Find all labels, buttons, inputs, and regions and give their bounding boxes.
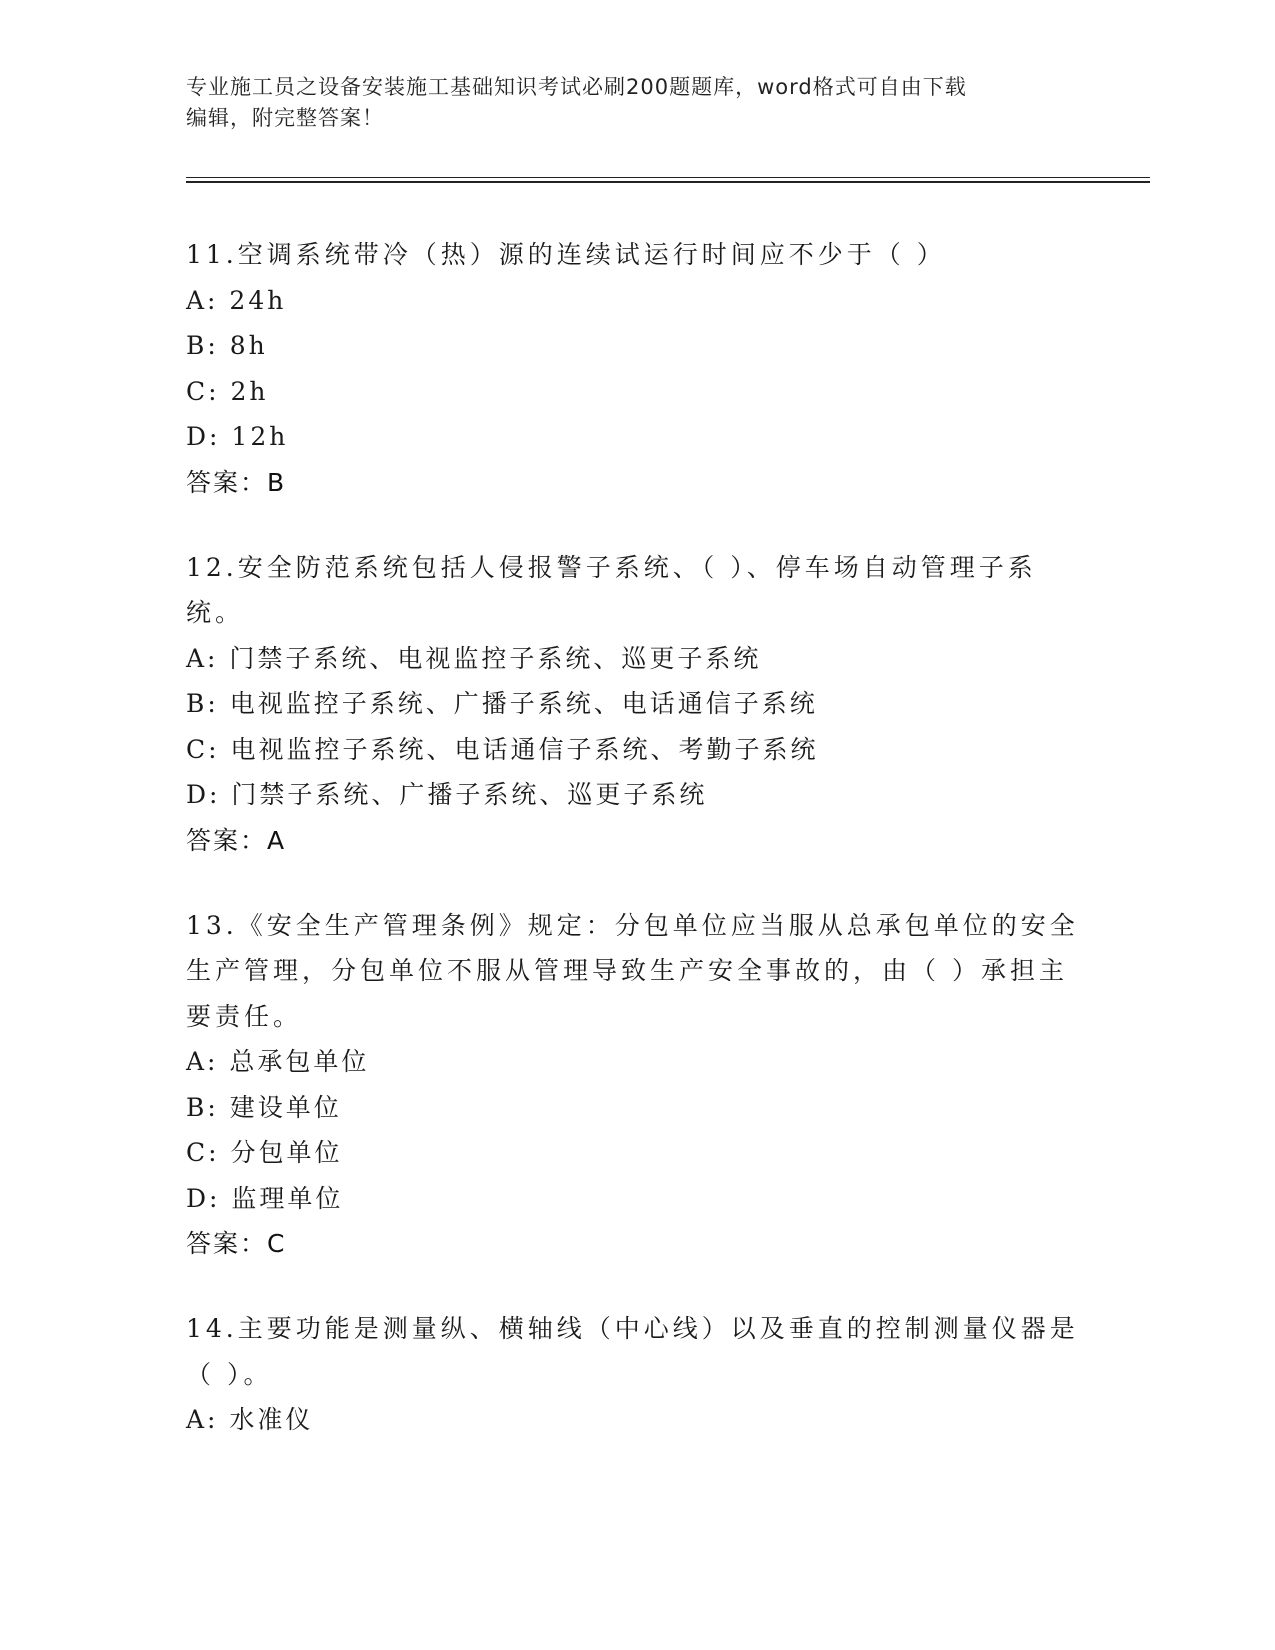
option-d: D: 门禁子系统、广播子系统、巡更子系统 [186, 780, 708, 809]
option-d: D: 12h [186, 422, 289, 451]
option-a: A: 总承包单位 [186, 1047, 370, 1076]
option-b: B: 8h [186, 331, 268, 360]
question-14 [186, 1306, 1086, 1443]
question-12 [186, 545, 1086, 863]
option-a: A: 水准仪 [186, 1405, 314, 1434]
question-stem: 11.空调系统带冷（热）源的连续试运行时间应不少于（ ） [186, 240, 946, 269]
answer-label: 答案：C [186, 1229, 287, 1258]
answer-label: 答案：A [186, 825, 287, 855]
option-d: D: 监理单位 [186, 1183, 344, 1213]
option-a: A: 门禁子系统、电视监控子系统、巡更子系统 [186, 643, 762, 673]
option-b: B: 建设单位 [186, 1092, 342, 1122]
question-11 [186, 232, 1086, 505]
option-a: A: 24h [186, 285, 287, 315]
question-stem: 12.安全防范系统包括人侵报警子系统、（ ）、停车场自动管理子系统。 [186, 552, 1037, 627]
option-c: C: 电视监控子系统、电话通信子系统、考勤子系统 [186, 734, 819, 764]
question-13 [186, 903, 1086, 1267]
answer-label: 答案：B [186, 467, 287, 497]
option-b: B: 电视监控子系统、广播子系统、电话通信子系统 [186, 689, 818, 718]
option-c: C: 2h [186, 376, 269, 406]
header-title-line-1: 专业施工员之设备安装施工基础知识考试必刷200题题库，word格式可自由下载 [186, 75, 967, 99]
header-divider-thick [186, 181, 1150, 183]
question-stem: 13.《安全生产管理条例》规定：分包单位应当服从总承包单位的安全生产管理，分包单位不服从管理导致生产安全事故的，由（ ）承担主要责任。 [186, 910, 1079, 1031]
option-c: C: 分包单位 [186, 1138, 343, 1167]
question-list [186, 232, 1086, 1483]
question-stem: 14.主要功能是测量纵、横轴线（中心线）以及垂直的控制测量仪器是（ ）。 [186, 1314, 1079, 1389]
header-divider-thin [186, 177, 1150, 178]
document-header [186, 72, 1066, 134]
header-title-line-2: 编辑，附完整答案！ [186, 106, 384, 130]
